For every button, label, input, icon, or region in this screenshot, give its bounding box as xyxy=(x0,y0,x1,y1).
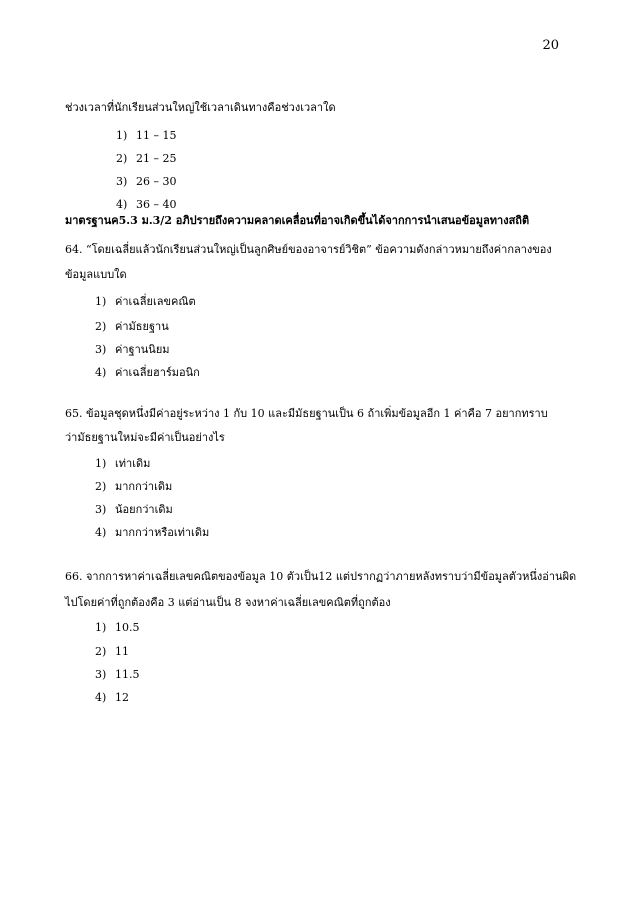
option-number: 2) xyxy=(95,320,107,333)
page-number: 20 xyxy=(542,38,559,53)
option-text: 11.5 xyxy=(115,668,140,681)
option-text: 11 – 15 xyxy=(136,129,177,142)
q64-option-1 xyxy=(95,295,196,309)
question-66-stem-line1: 66. จากการหาค่าเฉลี่ยเลขคณิตของข้อมูล 10 ตัวเป็น12 แต่ปรากฏว่าภายหลังทราบว่ามีข้อมูลตัวหนึ่งอ่านผิด xyxy=(65,570,577,583)
question-63-stem: ช่วงเวลาที่นักเรียนส่วนใหญ่ใช้เวลาเดินทางคือช่วงเวลาใด xyxy=(65,101,336,114)
option-number: 1) xyxy=(95,621,107,634)
option-number: 3) xyxy=(95,343,107,356)
option-text: 21 – 25 xyxy=(136,152,177,165)
q65-option-3 xyxy=(95,503,173,517)
option-text: ค่าเฉลี่ยเลขคณิต xyxy=(115,295,196,308)
q63-option-4 xyxy=(116,198,177,212)
option-number: 1) xyxy=(116,129,128,142)
q66-option-2 xyxy=(95,645,129,659)
q64-option-2 xyxy=(95,320,169,334)
question-64-stem-line1: 64. “โดยเฉลี่ยแล้วนักเรียนส่วนใหญ่เป็นลูกศิษย์ของอาจารย์วิชิต” ข้อความดังกล่าวหมายถึงค่ากลางของ xyxy=(65,243,552,256)
q64-option-3 xyxy=(95,343,170,357)
option-number: 4) xyxy=(95,366,107,379)
option-text: 10.5 xyxy=(115,621,140,634)
option-number: 4) xyxy=(95,691,107,704)
option-text: 36 – 40 xyxy=(136,198,177,211)
option-number: 4) xyxy=(116,198,128,211)
option-number: 2) xyxy=(116,152,128,165)
option-number: 3) xyxy=(116,175,128,188)
q65-option-4 xyxy=(95,526,209,540)
q63-option-2 xyxy=(116,152,177,166)
question-65-stem-line1: 65. ข้อมูลชุดหนึ่งมีค่าอยู่ระหว่าง 1 กับ 10 และมีมัธยฐานเป็น 6 ถ้าเพิ่มข้อมูลอีก 1 ค่าคือ 7 อยากทราบ xyxy=(65,407,548,420)
option-number: 2) xyxy=(95,480,107,493)
option-number: 1) xyxy=(95,295,107,308)
question-66-stem-line2: ไปโดยค่าที่ถูกต้องคือ 3 แต่อ่านเป็น 8 จงหาค่าเฉลี่ยเลขคณิตที่ถูกต้อง xyxy=(65,596,391,609)
option-text: มากกว่าหรือเท่าเดิม xyxy=(115,526,210,539)
option-text: น้อยกว่าเดิม xyxy=(115,503,173,516)
option-text: มากกว่าเดิม xyxy=(115,480,173,493)
option-text: 12 xyxy=(115,691,129,704)
option-number: 2) xyxy=(95,645,107,658)
question-64-stem-line2: ข้อมูลแบบใด xyxy=(65,268,127,281)
q66-option-1 xyxy=(95,621,140,635)
option-text: ค่ามัธยฐาน xyxy=(115,320,169,333)
q64-option-4 xyxy=(95,366,200,380)
option-text: ค่าเฉลี่ยฮาร์มอนิก xyxy=(115,366,200,379)
option-text: 11 xyxy=(115,645,129,658)
q63-option-3 xyxy=(116,175,177,189)
q65-option-1 xyxy=(95,457,150,471)
option-number: 3) xyxy=(95,503,107,516)
option-text: ค่าฐานนิยม xyxy=(115,343,170,356)
standard-heading: มาตรฐานค5.3 ม.3/2 อภิปรายถึงความคลาดเคลื่อนที่อาจเกิดขึ้นได้จากการนำเสนอข้อมูลทางสถิติ xyxy=(65,214,530,227)
option-text: 26 – 30 xyxy=(136,175,177,188)
q63-option-1 xyxy=(116,129,177,143)
question-65-stem-line2: ว่ามัธยฐานใหม่จะมีค่าเป็นอย่างไร xyxy=(65,431,225,444)
option-text: เท่าเดิม xyxy=(115,457,151,470)
q65-option-2 xyxy=(95,480,172,494)
q66-option-4 xyxy=(95,691,129,705)
option-number: 4) xyxy=(95,526,107,539)
q66-option-3 xyxy=(95,668,140,682)
option-number: 1) xyxy=(95,457,107,470)
option-number: 3) xyxy=(95,668,107,681)
